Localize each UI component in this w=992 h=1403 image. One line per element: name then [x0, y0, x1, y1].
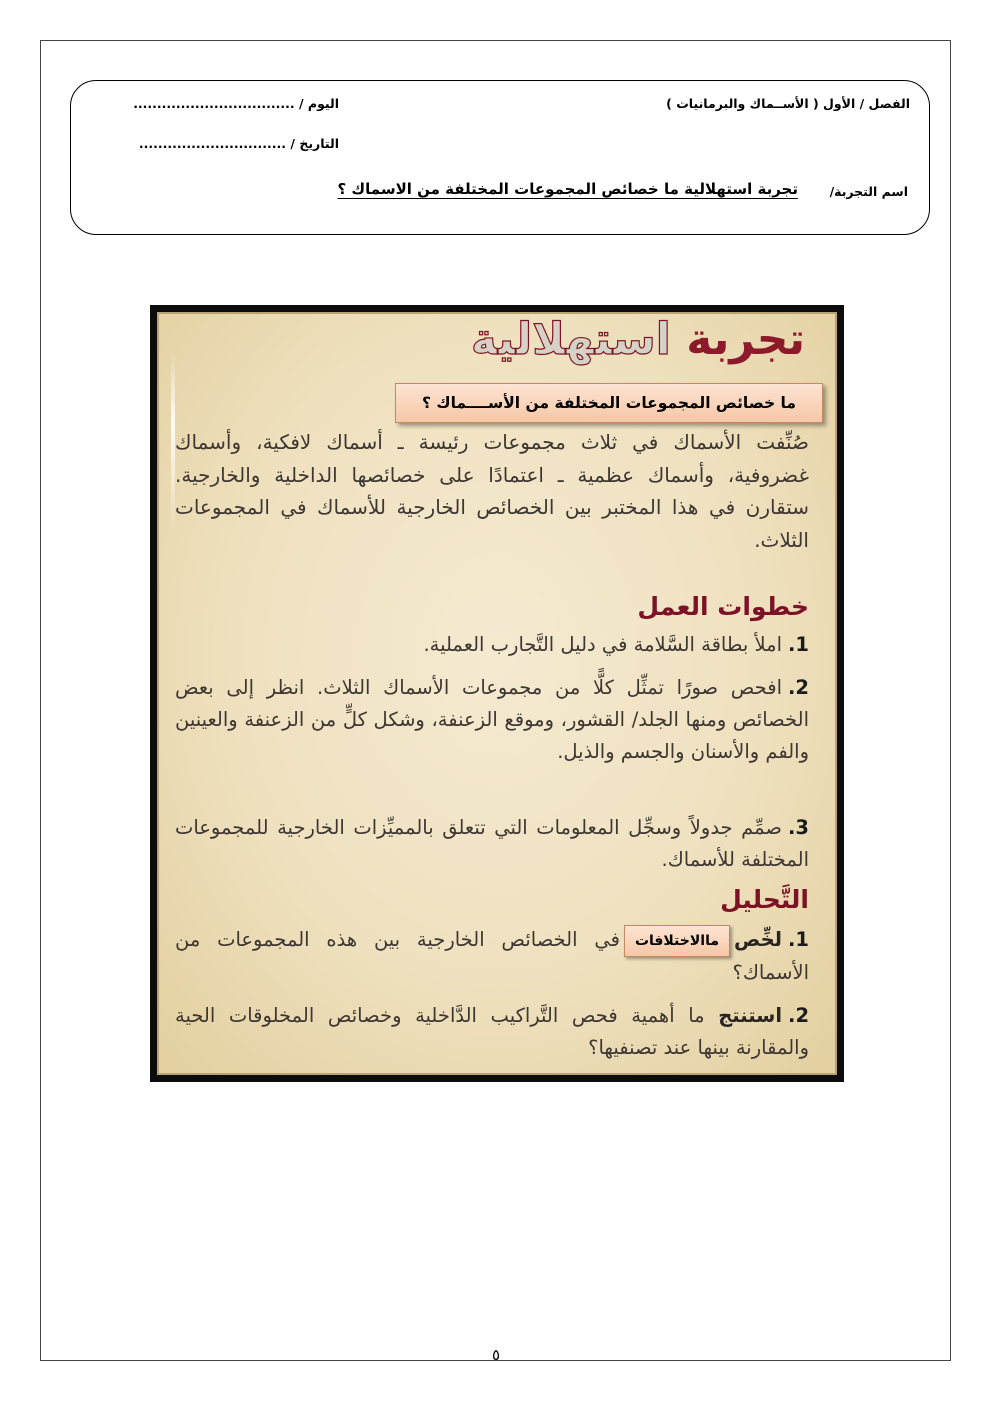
differences-label: ماالاختلافات [624, 925, 730, 957]
chapter-label: الفصل / الأول ( الأســماك والبرمانيات ) [666, 96, 910, 111]
book-title-word1: تجربة [686, 314, 805, 365]
step-text: املأ بطاقة السَّلامة في دليل التَّجارب العملية. [423, 633, 782, 656]
intro-paragraph: صُنِّفت الأسماك في ثلاث مجموعات رئيسة ـ أسماك لافكية، وأسماك غضروفية، وأسماك عظمية ـ اعتمادًا على خصائصها الداخلية والخارجية. ستقارن في هذا المختبر بين الخصائص الخارجية للأسماك في المجموعات الثلاث. [175, 430, 809, 552]
analysis-2 [175, 1000, 809, 1064]
step-2 [175, 672, 809, 768]
experiment-title: تجربة استهلالية ما خصائص المجموعات المختلفة من الاسماك ؟ [337, 180, 798, 198]
step-number: 1. [788, 633, 809, 656]
step-3 [175, 812, 809, 876]
analysis-1 [175, 924, 809, 989]
step-number: 2. [788, 676, 809, 699]
book-title [471, 314, 805, 365]
analysis-verb: لخِّص [734, 928, 782, 951]
analysis-number: 2. [788, 1004, 810, 1027]
textbook-excerpt [150, 305, 844, 1082]
date-field: التاريخ / ............................... [138, 136, 339, 151]
steps-title: خطوات العمل [637, 592, 809, 621]
analysis-number: 1. [788, 928, 809, 951]
question-box: ما خصائص المجموعات المختلفة من الأســــماك ؟ [395, 383, 823, 423]
analysis-title: التَّحليل [720, 885, 809, 914]
analysis-verb: استنتج [718, 1004, 783, 1027]
analysis-text: ما أهمية فحص التَّراكيب الدَّاخلية وخصائص المخلوقات الحية والمقارنة بينها عند تصنفيها؟ [175, 1004, 809, 1059]
book-title-word2: استهلالية [470, 314, 671, 365]
page-number: ٥ [491, 1346, 501, 1364]
step-text: صمِّم جدولاً وسجِّل المعلومات التي تتعلق بالمميِّزات الخارجية للمجموعات المختلفة للأسماك. [175, 816, 809, 871]
step-number: 3. [788, 816, 809, 839]
step-text: افحص صورًا تمثِّل كلًّا من مجموعات الأسماك الثلاث. انظر إلى بعض الخصائص ومنها الجلد/ القشور، وموقع الزعنفة، وشكل كلٍّ من الزعنفة والعينين والفم والأسنان والجسم والذيل. [175, 676, 809, 763]
analysis-text: في الخصائص الخارجية بين هذه المجموعات من الأسماك؟ [175, 928, 809, 984]
day-field: اليوم / .................................. [133, 96, 339, 111]
step-1 [175, 629, 809, 661]
experiment-label: اسم التجربة/ [829, 184, 908, 199]
